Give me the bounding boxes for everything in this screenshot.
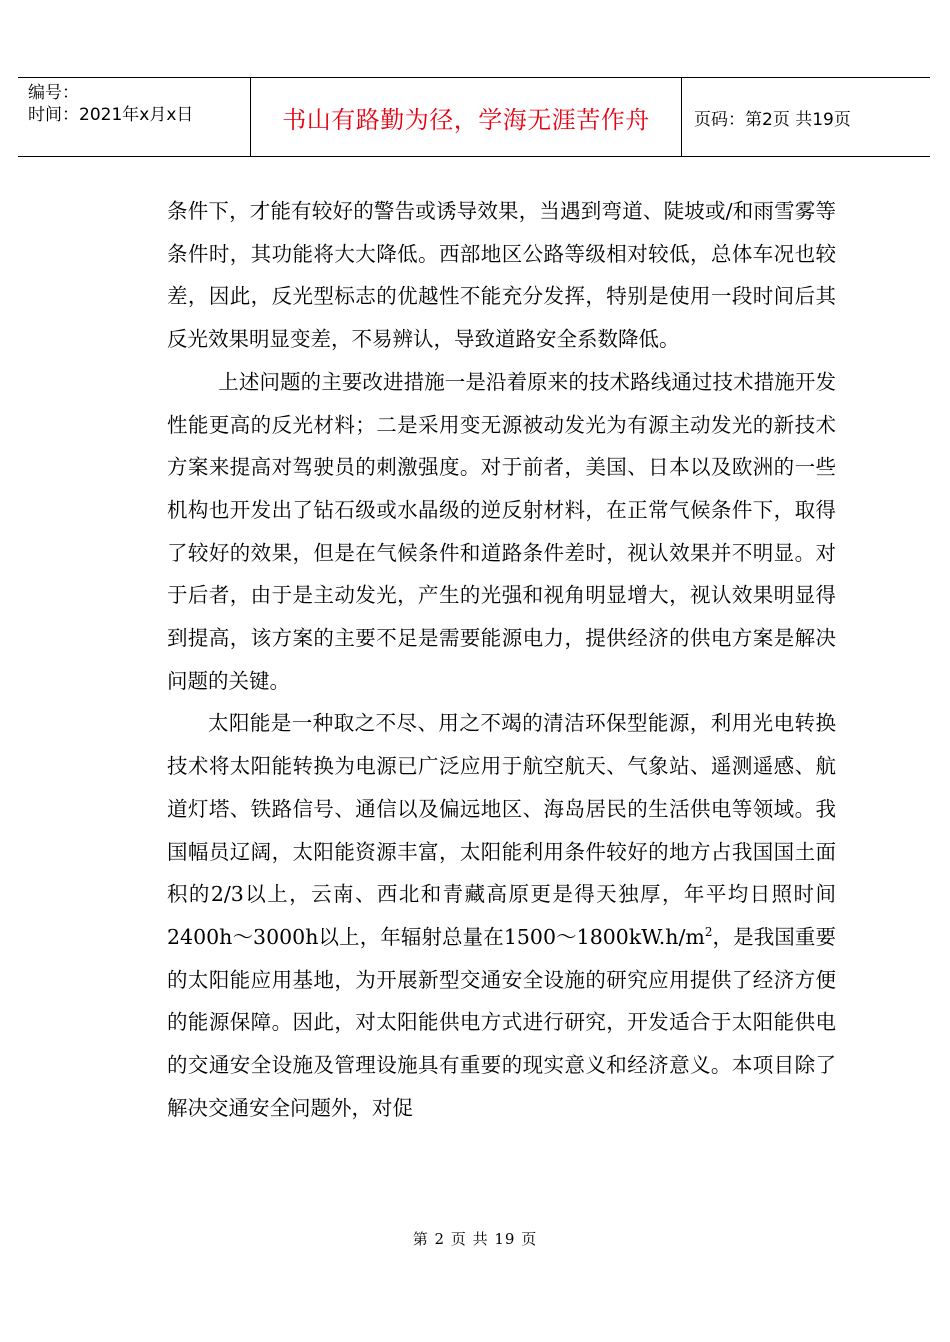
header-meta (18, 78, 251, 156)
document-number-label: 编号： (28, 83, 79, 103)
header-page-label: 页码：第2页 共19页 (694, 109, 851, 130)
paragraph-3 (167, 702, 836, 1129)
page-header (18, 77, 930, 157)
paragraph-3-part-1: 太阳能是一种取之不尽、用之不竭的清洁环保型能源，利用光电转换技术将太阳能转换为电源已广泛应用于航空航天、气象站、遥测遥感、航道灯塔、铁路信号、通信以及偏远地区、海岛居民的生活供电等领域。我国幅员辽阔，太阳能资源丰富，太阳能利用条件较好的地方占我国国土面积的2/3以上，云南、西北和青藏高原更是得天独厚，年平均日照时间2400h～3000h以上，年辐射总量在1500～1800kW.h/m (167, 711, 836, 949)
page-footer: 第 2 页 共 19 页 (412, 1230, 538, 1248)
document-date-label: 时间：2021年x月x日 (28, 105, 194, 125)
paragraph-2: 上述问题的主要改进措施一是沿着原来的技术路线通过技术措施开发性能更高的反光材料；二是采用变无源被动发光为有源主动发光的新技术方案来提高对驾驶员的刺激强度。对于前者，美国、日本以及欧洲的一些机构也开发出了钻石级或水晶级的逆反射材料，在正常气候条件下，取得了较好的效果，但是在气候条件和道路条件差时，视认效果并不明显。对于后者，由于是主动发光，产生的光强和视角明显增大，视认效果明显得到提高，该方案的主要不足是需要能源电力，提供经济的供电方案是解决问题的关键。 (167, 369, 836, 693)
header-motto: 书山有路勤为径，学海无涯苦作舟 (251, 78, 682, 156)
document-body (167, 190, 836, 1129)
paragraph-1: 条件下，才能有较好的警告或诱导效果，当遇到弯道、陡坡或/和雨雪雾等条件时，其功能将大大降低。西部地区公路等级相对较低，总体车况也较差，因此，反光型标志的优越性不能充分发挥，特别是使用一段时间后其反光效果明显变差，不易辨认，导致道路安全系数降低。 (167, 199, 836, 352)
unit-superscript: 2 (704, 925, 713, 940)
paragraph-3-part-2: ，是我国重要的太阳能应用基地，为开展新型交通安全设施的研究应用提供了经济方便的能源保障。因此，对太阳能供电方式进行研究，开发适合于太阳能供电的交通安全设施及管理设施具有重要的现实意义和经济意义。本项目除了解决交通安全问题外，对促 (167, 924, 836, 1120)
